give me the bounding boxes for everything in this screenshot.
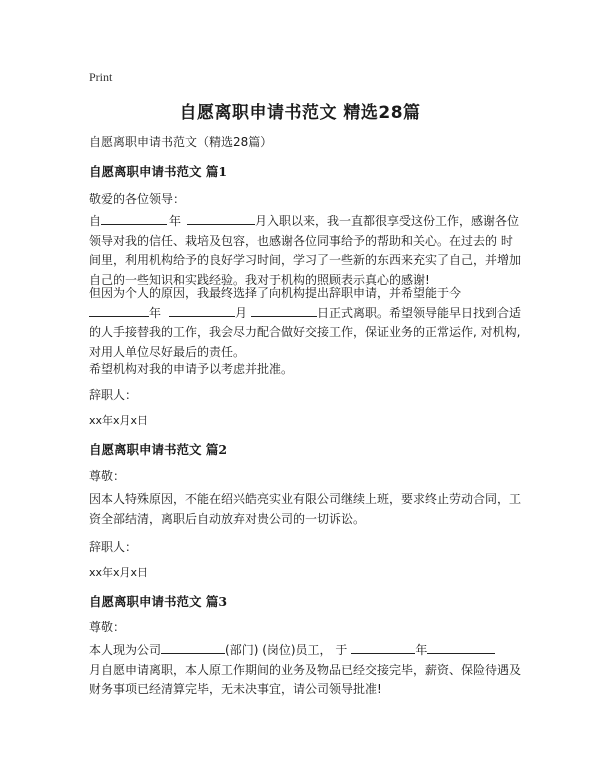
section-1-signature: 辞职人： — [89, 388, 138, 402]
blank-underline — [101, 212, 167, 225]
text-fragment: 日正式离职。希望领导能早日找到合适 — [317, 305, 522, 320]
text-fragment: 月入职以来，我一直都很享受这份工作，感谢各位 — [255, 214, 520, 228]
paragraph-row — [89, 641, 517, 661]
section-1-paragraph-3: 希望机构对我的申请予以考虑并批准。 — [89, 362, 294, 376]
text-fragment: 年 — [415, 643, 428, 657]
paragraph-row: 领导对我的信任、栽培及包容，也感谢各位同事给予的帮助和关心。在过去的 时 — [89, 233, 513, 248]
section-3-heading: 自愿离职申请书范文 篇3 — [89, 594, 228, 609]
blank-underline — [161, 641, 225, 654]
text-fragment: 年 — [169, 214, 182, 228]
blank-underline — [427, 641, 495, 654]
text-fragment: (部门) (岗位)员工， 于 — [225, 643, 348, 657]
section-1-heading: 自愿离职申请书范文 篇1 — [89, 164, 228, 179]
text-fragment: 年 — [149, 305, 162, 320]
section-2-greeting: 尊敬： — [89, 469, 126, 483]
paragraph-row: 财务事项已经清算完毕，无未决事宜，请公司领导批准! — [89, 682, 382, 696]
paragraph-row: 资全部结清，离职后自动放弃对贵公司的一切诉讼。 — [89, 511, 366, 526]
text-fragment: 自 — [89, 214, 102, 228]
section-1-greeting: 敬爱的各位领导： — [89, 192, 186, 206]
document-title: 自愿离职申请书范文 精选28篇 — [179, 103, 421, 123]
paragraph-row: 的人手接替我的工作，我会尽力配合做好交接工作，保证业务的正常运作, 对机构, — [89, 325, 521, 339]
blank-underline — [251, 304, 317, 317]
blank-underline — [89, 304, 149, 317]
paragraph-row: 自己的一些知识和实践经验。我对于机构的照顾表示真心的感谢! — [89, 272, 430, 287]
section-1-paragraph-2 — [89, 284, 522, 362]
section-1-date: xx年x月x日 — [89, 414, 149, 427]
document-subtitle: 自愿离职申请书范文（精选28篇） — [89, 135, 273, 149]
paragraph-row — [89, 212, 520, 232]
blank-underline — [187, 212, 255, 225]
paragraph-row: 因本人特殊原因，不能在绍兴皓亮实业有限公司继续上班，要求终止劳动合同，工 — [89, 492, 522, 506]
section-1-paragraph-1 — [89, 212, 522, 290]
section-2-heading: 自愿离职申请书范文 篇2 — [89, 442, 228, 457]
section-3-paragraph-1 — [89, 641, 522, 700]
paragraph-row: 月自愿申请离职，本人原工作期间的业务及物品已经交接完毕，薪资、保险待遇及 — [89, 662, 522, 677]
section-3-greeting: 尊敬： — [89, 620, 126, 634]
text-fragment: 本人现为公司 — [89, 643, 162, 657]
paragraph-row: 但因为个人的原因，我最终选择了向机构提出辞职申请，并希望能于今 — [89, 286, 462, 300]
section-2-date: xx年x月x日 — [89, 566, 149, 579]
blank-underline — [351, 641, 415, 654]
paragraph-row: 对用人单位尽好最后的责任。 — [89, 344, 246, 359]
paragraph-row: 间里，利用机构给予的良好学习时间，学习了一些新的东西来充实了自己，并增加 — [89, 253, 522, 267]
text-fragment: 月 — [235, 305, 248, 320]
blank-underline — [169, 304, 235, 317]
print-label[interactable]: Print — [89, 70, 113, 84]
section-2-paragraph-1 — [89, 490, 522, 529]
section-2-signature: 辞职人： — [89, 540, 138, 554]
paragraph-row — [89, 304, 522, 324]
